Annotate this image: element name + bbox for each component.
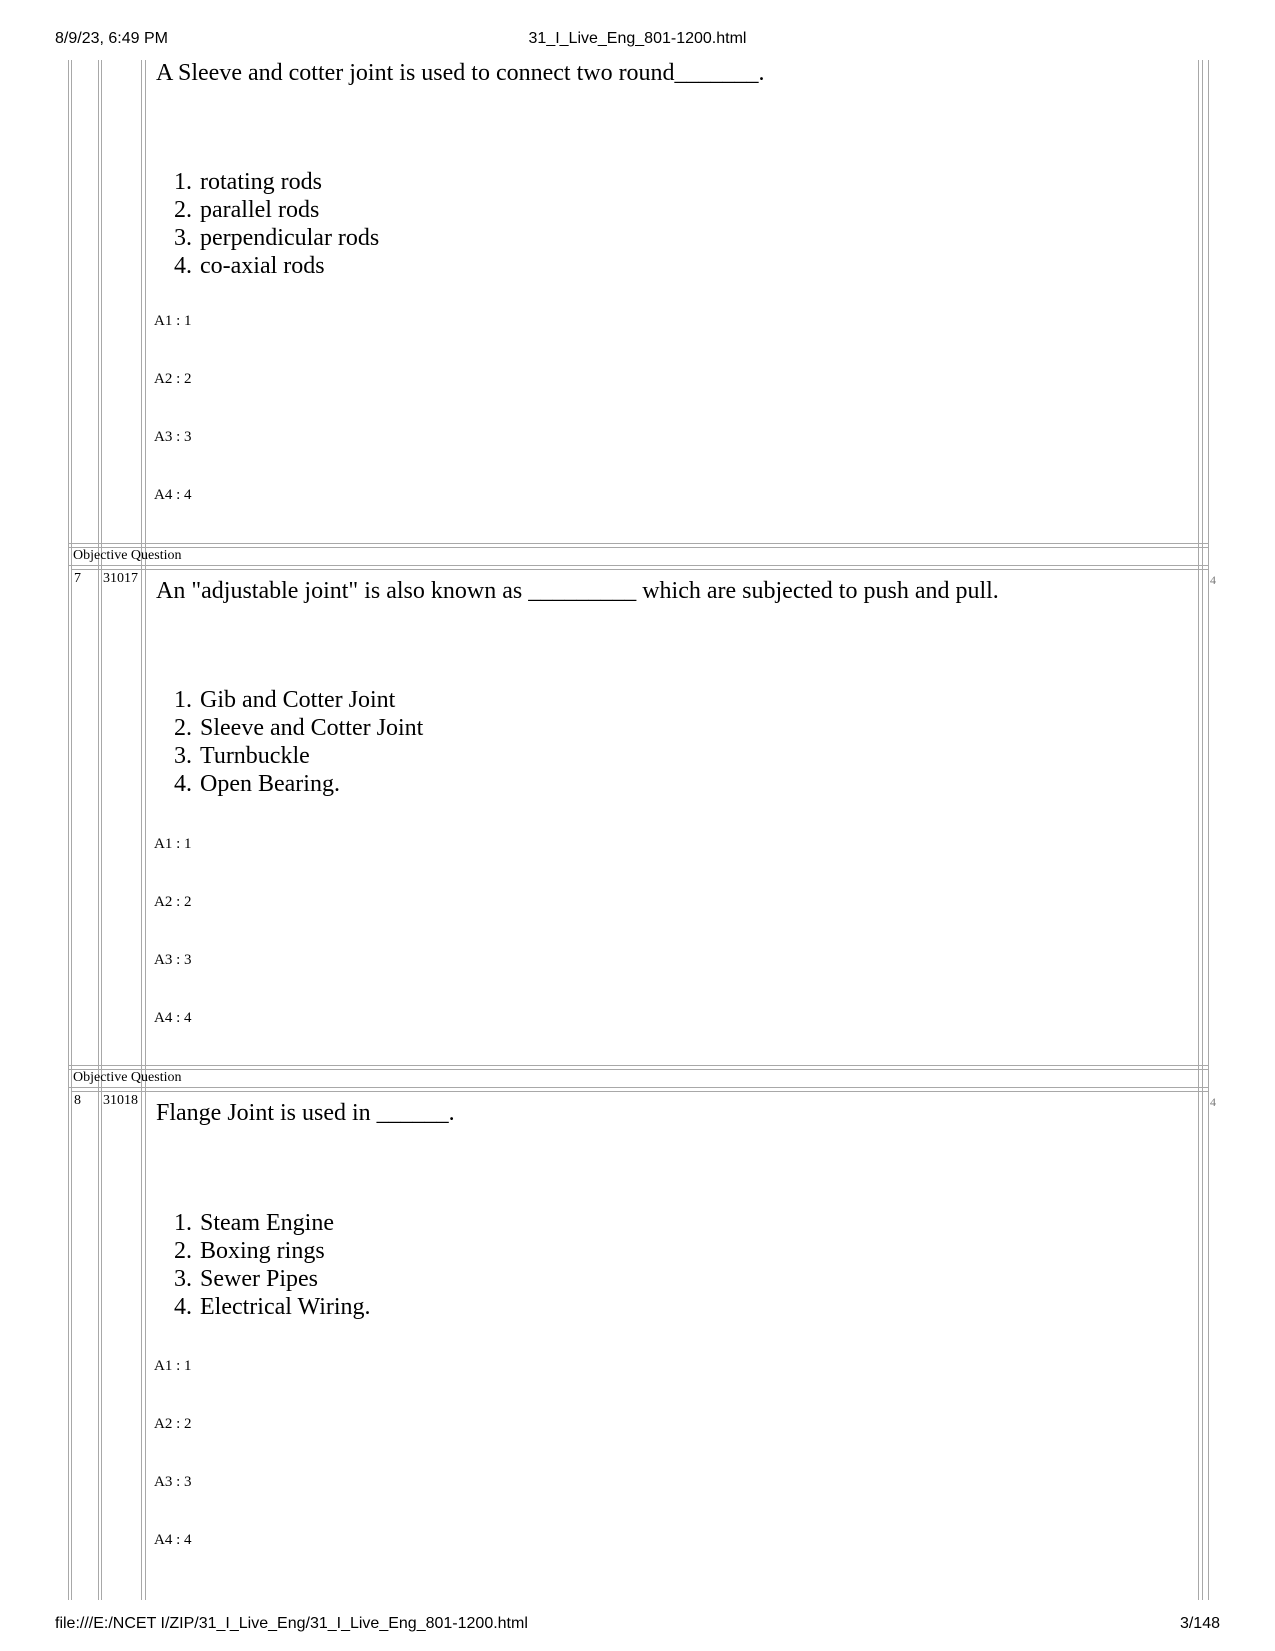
section-label: Objective Question — [73, 548, 182, 563]
answer-line: A4 : 4 — [154, 487, 192, 503]
answer-line: A3 : 3 — [154, 429, 192, 445]
question-text: A Sleeve and cotter joint is used to connect two round_______. — [156, 60, 765, 86]
question-number: 7 — [74, 571, 81, 586]
answer-line: A2 : 2 — [154, 1416, 192, 1432]
answer-line: A4 : 4 — [154, 1532, 192, 1548]
answer-line: A1 : 1 — [154, 836, 192, 852]
options-list — [174, 686, 423, 798]
option-item: 2. Sleeve and Cotter Joint — [174, 715, 424, 741]
print-page-number: 3/148 — [1179, 1615, 1220, 1632]
option-item: 2. parallel rods — [174, 197, 320, 223]
answer-line: A4 : 4 — [154, 1010, 192, 1026]
print-datetime: 8/9/23, 6:49 PM — [55, 30, 168, 47]
options-list — [174, 168, 379, 280]
option-item: 3. Sewer Pipes — [174, 1266, 318, 1292]
question-text: An "adjustable joint" is also known as _________ which are subjected to push and pull. — [156, 578, 999, 604]
answer-line: A2 : 2 — [154, 894, 192, 910]
option-item: 4. Open Bearing. — [174, 771, 340, 797]
answer-line: A1 : 1 — [154, 313, 192, 329]
question-id: 31017 — [103, 571, 138, 586]
answer-line: A3 : 3 — [154, 952, 192, 968]
question-number: 8 — [74, 1093, 81, 1108]
option-item: 4. co-axial rods — [174, 253, 325, 279]
option-item: 2. Boxing rings — [174, 1238, 325, 1264]
answer-line: A1 : 1 — [154, 1358, 192, 1374]
clipped-edge-mark: 4 — [1210, 1095, 1216, 1109]
option-item: 4. Electrical Wiring. — [174, 1294, 371, 1320]
options-list — [174, 1209, 371, 1321]
print-doc-title: 31_I_Live_Eng_801-1200.html — [528, 30, 747, 47]
clipped-edge-mark: 4 — [1210, 573, 1216, 587]
option-item: 1. Steam Engine — [174, 1210, 334, 1236]
option-item: 3. perpendicular rods — [174, 225, 380, 251]
section-label: Objective Question — [73, 1070, 182, 1085]
question-id: 31018 — [103, 1093, 138, 1108]
print-file-path: file:///E:/NCET I/ZIP/31_I_Live_Eng/31_I_Live_Eng_801-1200.html — [55, 1615, 528, 1632]
answer-line: A3 : 3 — [154, 1474, 192, 1490]
option-item: 1. Gib and Cotter Joint — [174, 687, 396, 713]
option-item: 1. rotating rods — [174, 169, 322, 195]
option-item: 3. Turnbuckle — [174, 743, 310, 769]
question-text: Flange Joint is used in ______. — [156, 1100, 455, 1126]
answer-line: A2 : 2 — [154, 371, 192, 387]
